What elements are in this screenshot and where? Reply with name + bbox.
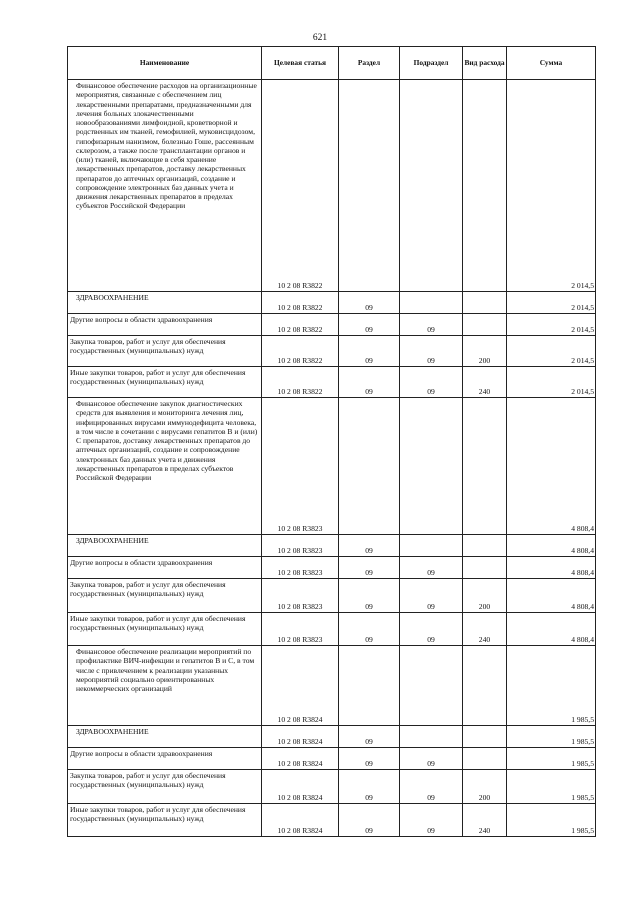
table-row — [68, 292, 596, 314]
row-expense-type: 200 — [463, 336, 507, 367]
row-amount: 2 014,5 — [507, 292, 596, 314]
row-target-article: 10 2 08 R3823 — [262, 535, 339, 557]
row-section: 09 — [339, 535, 400, 557]
header-subsection: Подраздел — [400, 47, 463, 80]
row-target-article: 10 2 08 R3822 — [262, 314, 339, 336]
row-amount: 2 014,5 — [507, 336, 596, 367]
row-amount: 4 808,4 — [507, 613, 596, 646]
row-name: Другие вопросы в области здравоохранения — [68, 748, 262, 770]
row-subsection: 09 — [400, 804, 463, 837]
row-section: 09 — [339, 367, 400, 398]
page-number: 621 — [312, 33, 328, 43]
row-amount: 2 014,5 — [507, 80, 596, 292]
row-target-article: 10 2 08 R3824 — [262, 770, 339, 804]
table-row — [68, 80, 596, 292]
row-amount: 1 985,5 — [507, 770, 596, 804]
row-section: 09 — [339, 804, 400, 837]
row-subsection: 09 — [400, 557, 463, 579]
row-amount: 2 014,5 — [507, 314, 596, 336]
row-subsection: 09 — [400, 613, 463, 646]
row-name: Иные закупки товаров, работ и услуг для обеспечения государственных (муниципальных) нужд — [68, 367, 262, 398]
row-target-article: 10 2 08 R3822 — [262, 292, 339, 314]
row-amount: 1 985,5 — [507, 646, 596, 726]
row-name: ЗДРАВООХРАНЕНИЕ — [68, 535, 262, 557]
row-section: 09 — [339, 314, 400, 336]
row-expense-type — [463, 398, 507, 535]
row-expense-type — [463, 646, 507, 726]
row-name: Другие вопросы в области здравоохранения — [68, 557, 262, 579]
row-target-article: 10 2 08 R3822 — [262, 336, 339, 367]
row-expense-type: 240 — [463, 804, 507, 837]
row-expense-type — [463, 535, 507, 557]
header-expense-type: Вид расхода — [463, 47, 507, 80]
row-amount: 2 014,5 — [507, 367, 596, 398]
table-row — [68, 613, 596, 646]
row-section: 09 — [339, 748, 400, 770]
table-row — [68, 748, 596, 770]
row-amount: 4 808,4 — [507, 557, 596, 579]
row-section: 09 — [339, 579, 400, 613]
row-subsection — [400, 292, 463, 314]
table-row — [68, 579, 596, 613]
header-amount: Сумма — [507, 47, 596, 80]
row-target-article: 10 2 08 R3822 — [262, 367, 339, 398]
row-name: Иные закупки товаров, работ и услуг для обеспечения государственных (муниципальных) нужд — [68, 613, 262, 646]
row-name: Другие вопросы в области здравоохранения — [68, 314, 262, 336]
row-subsection: 09 — [400, 579, 463, 613]
budget-table — [67, 46, 596, 837]
row-expense-type — [463, 748, 507, 770]
row-section: 09 — [339, 557, 400, 579]
table-row — [68, 557, 596, 579]
row-expense-type — [463, 314, 507, 336]
table-row — [68, 535, 596, 557]
row-amount: 4 808,4 — [507, 535, 596, 557]
row-expense-type: 200 — [463, 770, 507, 804]
row-amount: 4 808,4 — [507, 579, 596, 613]
table-row — [68, 804, 596, 837]
row-target-article: 10 2 08 R3823 — [262, 613, 339, 646]
row-amount: 4 808,4 — [507, 398, 596, 535]
row-amount: 1 985,5 — [507, 726, 596, 748]
row-target-article: 10 2 08 R3824 — [262, 646, 339, 726]
row-subsection — [400, 80, 463, 292]
header-row — [68, 47, 596, 80]
row-expense-type — [463, 726, 507, 748]
row-name: Закупка товаров, работ и услуг для обеспечения государственных (муниципальных) нужд — [68, 579, 262, 613]
row-subsection: 09 — [400, 770, 463, 804]
table-row — [68, 314, 596, 336]
row-name: Закупка товаров, работ и услуг для обеспечения государственных (муниципальных) нужд — [68, 770, 262, 804]
row-name: Финансовое обеспечение расходов на организационные мероприятия, связанные с обеспечением лиц лекарственными препаратами, предназначенными для лечения больных злокачественными новообразованиями лимфоидной, кроветворной и родственных им тканей, гемофилией, муковисцидозом, гипофизарным нанизмом, болезнью Гоше, рассеянным склерозом, а также после трансплантации органов и (или) тканей, включающие в себя хранение лекарственных препаратов, доставку лекарственных препаратов до аптечных организаций, создание и сопровождение электронных баз данных учета и движения лекарственных препаратов в пределах субъектов Российской Федерации — [68, 80, 262, 292]
row-name: Закупка товаров, работ и услуг для обеспечения государственных (муниципальных) нужд — [68, 336, 262, 367]
header-target-article: Целевая статья — [262, 47, 339, 80]
header-section: Раздел — [339, 47, 400, 80]
row-name: Финансовое обеспечение закупок диагностических средств для выявления и мониторинга лечения лиц, инфицированных вирусами иммунодефицита человека, в том числе в сочетании с вирусами гепатитов B и (или) C препаратов, доставку лекарственных препаратов до аптечных организаций, создание и сопровождение электронных баз данных учета и движения лекарственных препаратов в пределах субъектов Российской Федерации — [68, 398, 262, 535]
row-expense-type: 240 — [463, 367, 507, 398]
row-section: 09 — [339, 726, 400, 748]
row-target-article: 10 2 08 R3822 — [262, 80, 339, 292]
row-section — [339, 80, 400, 292]
row-section: 09 — [339, 336, 400, 367]
table-row — [68, 398, 596, 535]
row-target-article: 10 2 08 R3824 — [262, 804, 339, 837]
row-subsection — [400, 646, 463, 726]
row-expense-type — [463, 557, 507, 579]
row-target-article: 10 2 08 R3824 — [262, 748, 339, 770]
row-target-article: 10 2 08 R3824 — [262, 726, 339, 748]
row-subsection — [400, 726, 463, 748]
row-expense-type: 200 — [463, 579, 507, 613]
row-expense-type — [463, 292, 507, 314]
row-subsection: 09 — [400, 314, 463, 336]
table-row — [68, 336, 596, 367]
row-expense-type: 240 — [463, 613, 507, 646]
row-subsection — [400, 535, 463, 557]
row-section: 09 — [339, 613, 400, 646]
row-name: ЗДРАВООХРАНЕНИЕ — [68, 726, 262, 748]
table-row — [68, 770, 596, 804]
row-section: 09 — [339, 292, 400, 314]
row-subsection: 09 — [400, 336, 463, 367]
table-row — [68, 646, 596, 726]
row-section: 09 — [339, 770, 400, 804]
table-row — [68, 726, 596, 748]
row-name: Финансовое обеспечение реализации мероприятий по профилактике ВИЧ-инфекции и гепатитов B и C, в том числе с привлечением к реализации указанных мероприятий социально ориентированных некоммерческих организаций — [68, 646, 262, 726]
row-amount: 1 985,5 — [507, 804, 596, 837]
row-target-article: 10 2 08 R3823 — [262, 557, 339, 579]
row-name: ЗДРАВООХРАНЕНИЕ — [68, 292, 262, 314]
header-name: Наименование — [68, 47, 262, 80]
row-subsection — [400, 398, 463, 535]
table-row — [68, 367, 596, 398]
row-target-article: 10 2 08 R3823 — [262, 579, 339, 613]
row-subsection: 09 — [400, 748, 463, 770]
row-section — [339, 646, 400, 726]
row-target-article: 10 2 08 R3823 — [262, 398, 339, 535]
row-subsection: 09 — [400, 367, 463, 398]
row-section — [339, 398, 400, 535]
row-expense-type — [463, 80, 507, 292]
row-amount: 1 985,5 — [507, 748, 596, 770]
row-name: Иные закупки товаров, работ и услуг для обеспечения государственных (муниципальных) нужд — [68, 804, 262, 837]
